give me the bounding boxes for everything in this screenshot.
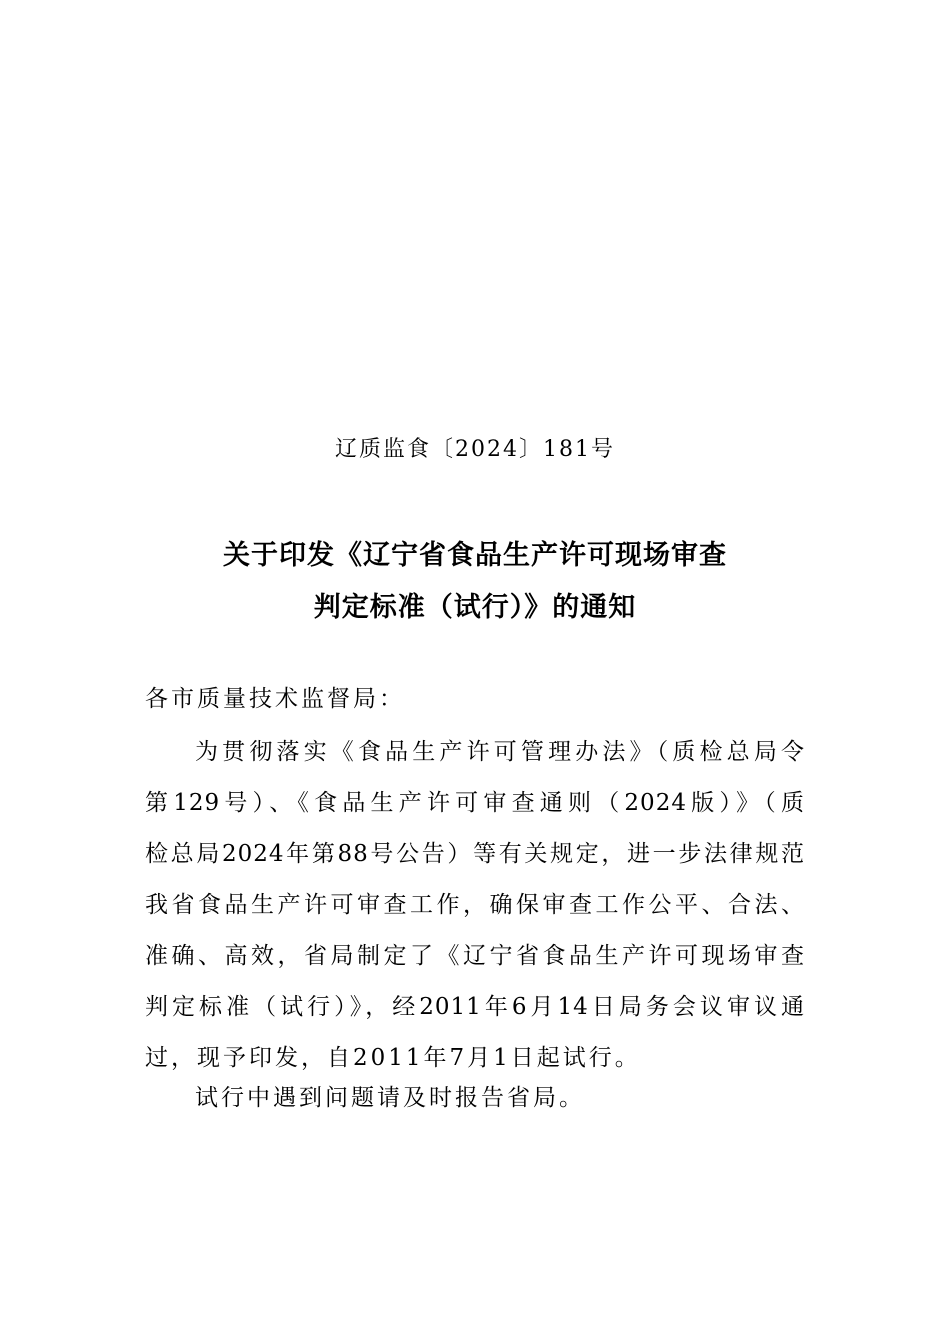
closing-sentence: 试行中遇到问题请及时报告省局。 <box>195 1085 585 1111</box>
title-line-1: 关于印发《辽宁省食品生产许可现场审查 <box>223 540 727 571</box>
salutation: 各市质量技术监督局： <box>145 686 405 712</box>
document-number: 辽质监食〔2024〕181号 <box>335 437 615 462</box>
title-line-2: 判定标准（试行）》的通知 <box>313 592 637 623</box>
body-line: 我省食品生产许可审查工作，确保审查工作公平、合法、 <box>145 892 805 918</box>
document-title <box>0 530 950 634</box>
body-line: 第129号）、《食品生产许可审查通则（2024版）》（质 <box>145 790 805 816</box>
body-line: 检总局2024年第88号公告）等有关规定，进一步法律规范 <box>145 841 805 867</box>
body-line: 为贯彻落实《食品生产许可管理办法》（质检总局令 <box>195 739 805 765</box>
body-paragraph <box>145 727 805 1084</box>
body-line: 过，现予印发，自2011年7月1日起试行。 <box>145 1045 641 1071</box>
body-line: 判定标准（试行）》，经2011年6月14日局务会议审议通 <box>145 994 805 1020</box>
body-line: 准确、高效，省局制定了《辽宁省食品生产许可现场审查 <box>145 943 805 969</box>
